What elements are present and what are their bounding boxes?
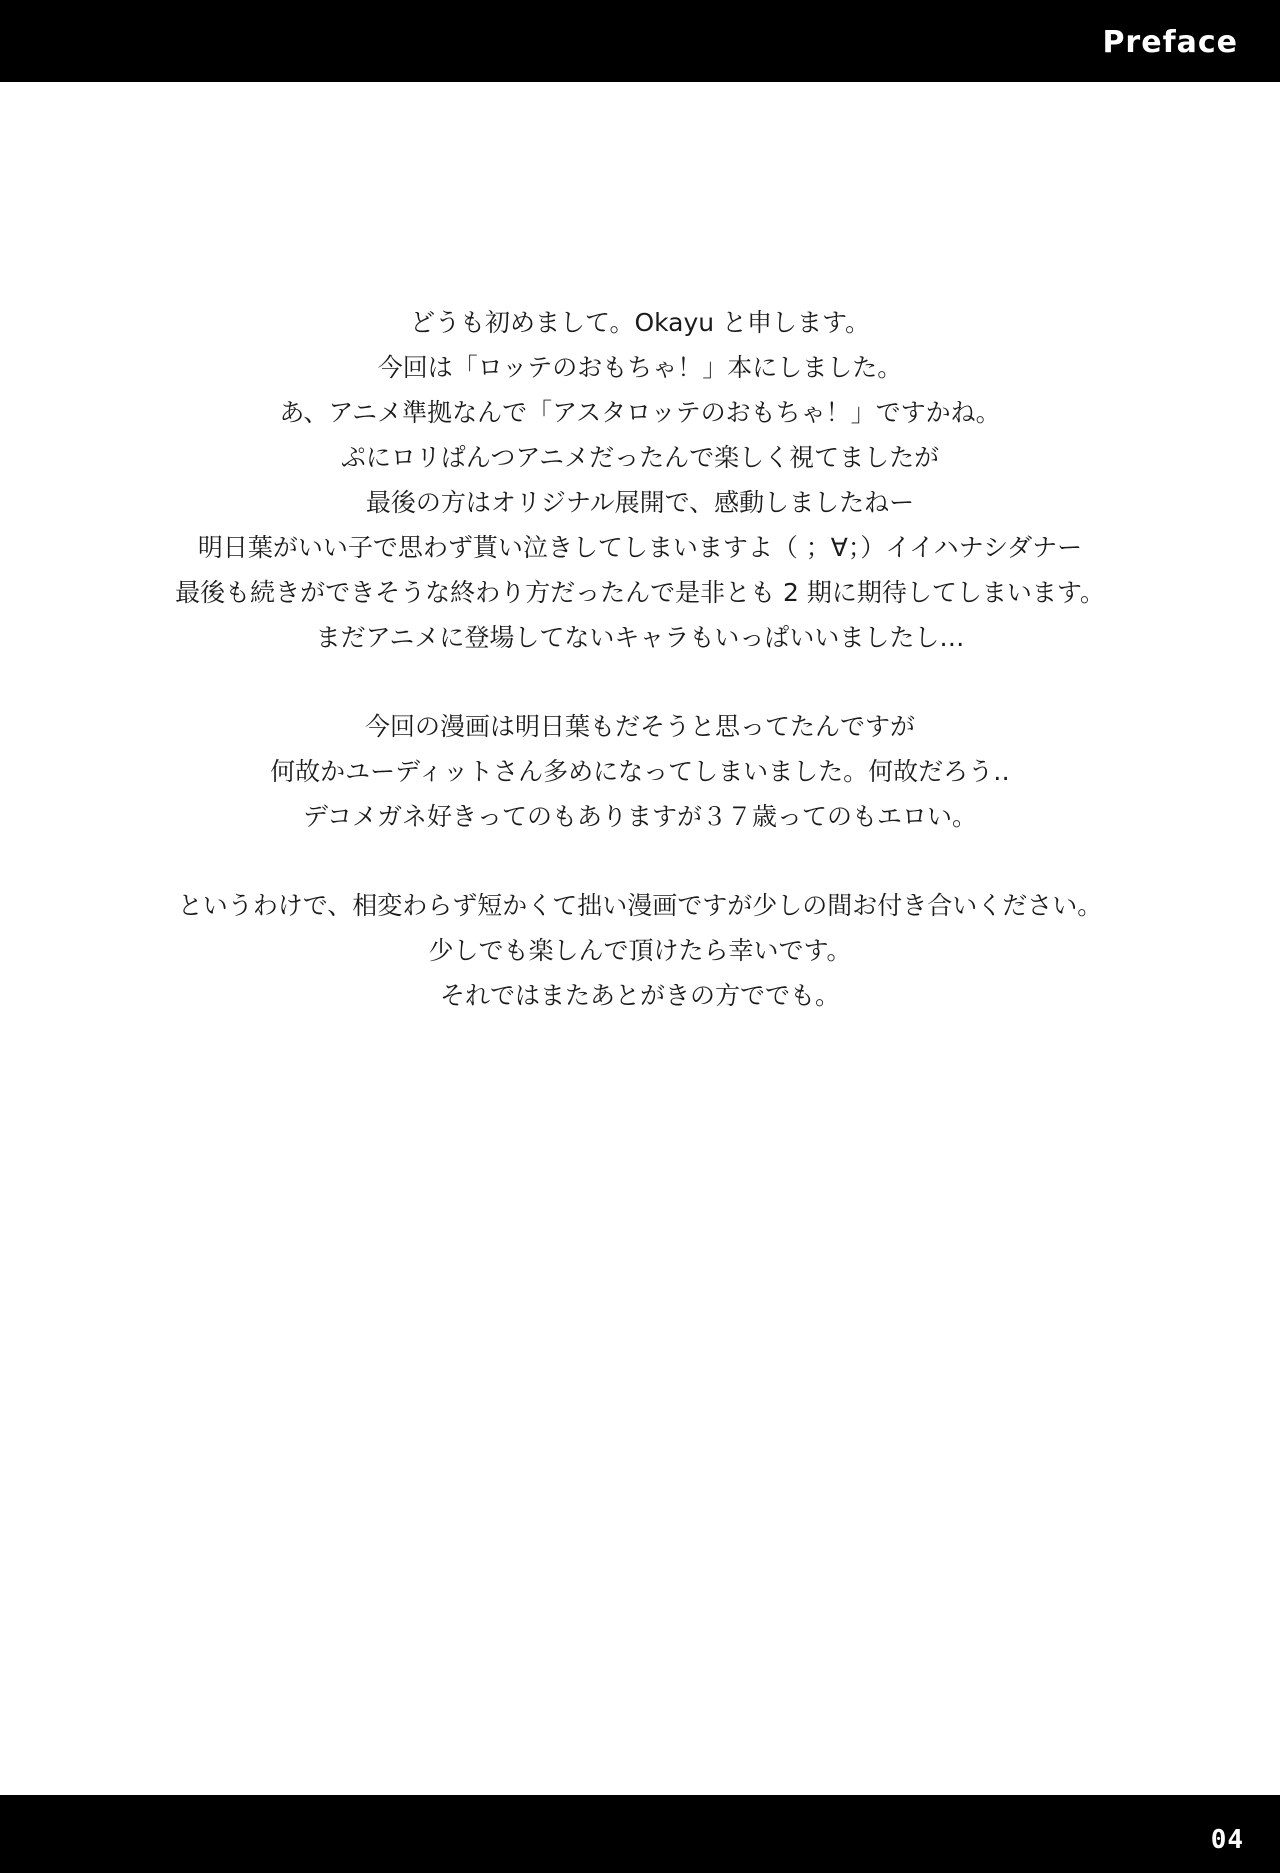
text-line: 少しでも楽しんで頂けたら幸いです。 bbox=[428, 936, 852, 965]
preface-text-block bbox=[0, 300, 1280, 1018]
text-line: あ、アニメ準拠なんで「アスタロッテのおもちゃ！」ですかね。 bbox=[279, 398, 1001, 427]
page-title: Preface bbox=[1102, 25, 1238, 60]
page-number: 04 bbox=[1210, 1825, 1244, 1855]
header-band bbox=[0, 0, 1280, 82]
text-line: ぷにロリぱんつアニメだったんで楽しく視てましたが bbox=[340, 443, 940, 472]
text-line: 最後の方はオリジナル展開で、感動しましたねー bbox=[365, 488, 915, 517]
text-line: 最後も続きができそうな終わり方だったんで是非とも 2 期に期待してしまいます。 bbox=[175, 578, 1105, 607]
text-line: それではまたあとがきの方ででも。 bbox=[439, 981, 840, 1010]
paragraph bbox=[0, 883, 1280, 1018]
text-line: というわけで、相変わらず短かくて拙い漫画ですが少しの間お付き合いください。 bbox=[177, 891, 1103, 920]
text-line: 今回は「ロッテのおもちゃ！」本にしました。 bbox=[377, 353, 903, 382]
paragraph bbox=[0, 300, 1280, 660]
text-line: デコメガネ好きってのもありますが３７歳ってのもエロい。 bbox=[302, 802, 977, 831]
footer-band bbox=[0, 1795, 1280, 1873]
text-line: まだアニメに登場してないキャラもいっぱいいましたし… bbox=[315, 623, 965, 652]
text-line: どうも初めまして。Okayu と申します。 bbox=[409, 308, 871, 337]
text-line: 今回の漫画は明日葉もだそうと思ってたんですが bbox=[364, 712, 915, 741]
paragraph bbox=[0, 704, 1280, 839]
text-line: 何故かユーディットさん多めになってしまいました。何故だろう‥ bbox=[270, 757, 1010, 786]
text-line: 明日葉がいい子で思わず貰い泣きしてしまいますよ（ ；∀；）イイハナシダナー bbox=[197, 533, 1083, 562]
